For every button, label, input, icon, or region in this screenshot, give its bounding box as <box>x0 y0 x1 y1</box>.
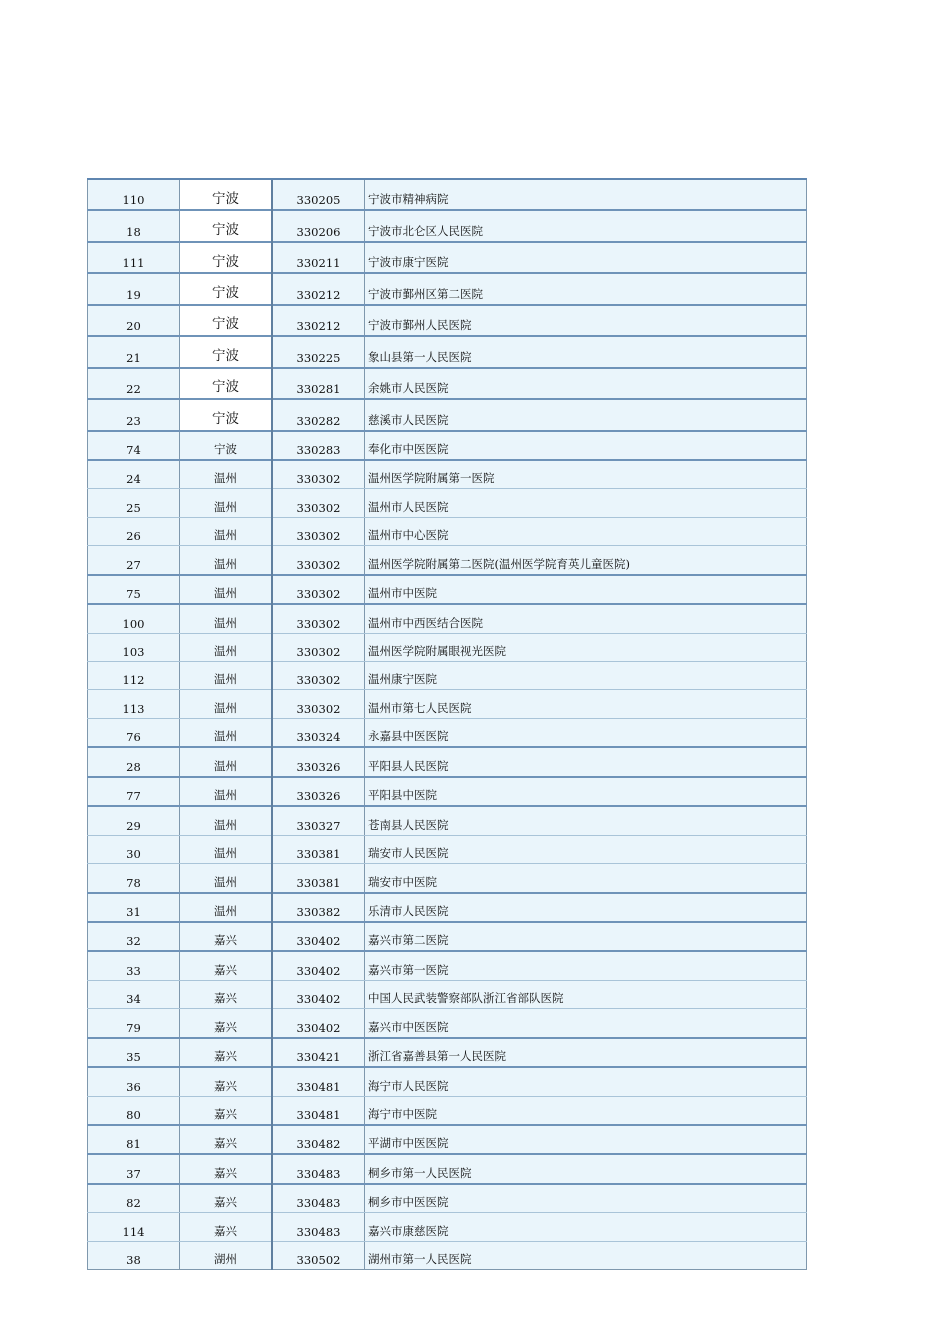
city-cell: 宁波 <box>180 179 273 210</box>
city-cell: 宁波 <box>180 242 273 273</box>
hospital-name-cell: 宁波市鄞州人民医院 <box>365 305 807 336</box>
hospital-name-cell: 温州医学院附属第二医院(温州医学院育英儿童医院) <box>365 546 807 575</box>
table-row <box>88 980 807 1008</box>
hospital-name-cell: 嘉兴市中医医院 <box>365 1009 807 1038</box>
table-row <box>88 517 807 545</box>
region-code-cell: 330382 <box>272 893 365 922</box>
region-code-cell: 330302 <box>272 633 365 661</box>
hospital-name-cell: 桐乡市中医医院 <box>365 1184 807 1213</box>
row-number-cell: 20 <box>88 305 180 336</box>
row-number-cell: 33 <box>88 951 180 980</box>
table-row <box>88 1213 807 1241</box>
hospital-name-cell: 宁波市鄞州区第二医院 <box>365 273 807 304</box>
hospital-name-cell: 桐乡市第一人民医院 <box>365 1154 807 1183</box>
region-code-cell: 330281 <box>272 368 365 399</box>
city-cell: 宁波 <box>180 399 273 430</box>
row-number-cell: 25 <box>88 489 180 517</box>
hospital-name-cell: 余姚市人民医院 <box>365 368 807 399</box>
hospital-name-cell: 苍南县人民医院 <box>365 806 807 835</box>
city-cell: 嘉兴 <box>180 1154 273 1183</box>
hospital-name-cell: 海宁市人民医院 <box>365 1067 807 1096</box>
row-number-cell: 37 <box>88 1154 180 1183</box>
region-code-cell: 330225 <box>272 336 365 367</box>
table-row <box>88 273 807 304</box>
region-code-cell: 330283 <box>272 431 365 460</box>
row-number-cell: 75 <box>88 575 180 604</box>
row-number-cell: 29 <box>88 806 180 835</box>
city-cell: 湖州 <box>180 1241 273 1269</box>
row-number-cell: 111 <box>88 242 180 273</box>
row-number-cell: 78 <box>88 864 180 893</box>
row-number-cell: 110 <box>88 179 180 210</box>
hospital-name-cell: 平湖市中医医院 <box>365 1125 807 1154</box>
city-cell: 温州 <box>180 575 273 604</box>
row-number-cell: 31 <box>88 893 180 922</box>
region-code-cell: 330502 <box>272 1241 365 1269</box>
table-row <box>88 604 807 633</box>
city-cell: 宁波 <box>180 273 273 304</box>
row-number-cell: 36 <box>88 1067 180 1096</box>
hospital-name-cell: 嘉兴市第二医院 <box>365 922 807 951</box>
hospital-name-cell: 奉化市中医医院 <box>365 431 807 460</box>
table-row <box>88 662 807 690</box>
region-code-cell: 330205 <box>272 179 365 210</box>
region-code-cell: 330212 <box>272 273 365 304</box>
row-number-cell: 22 <box>88 368 180 399</box>
row-number-cell: 80 <box>88 1096 180 1125</box>
table-row <box>88 718 807 747</box>
row-number-cell: 114 <box>88 1213 180 1241</box>
city-cell: 嘉兴 <box>180 1184 273 1213</box>
hospital-name-cell: 温州医学院附属第一医院 <box>365 460 807 489</box>
city-cell: 温州 <box>180 604 273 633</box>
hospital-name-cell: 温州市人民医院 <box>365 489 807 517</box>
row-number-cell: 35 <box>88 1038 180 1067</box>
hospital-name-cell: 温州市中西医结合医院 <box>365 604 807 633</box>
city-cell: 宁波 <box>180 368 273 399</box>
table-row <box>88 1038 807 1067</box>
city-cell: 嘉兴 <box>180 1125 273 1154</box>
row-number-cell: 21 <box>88 336 180 367</box>
region-code-cell: 330481 <box>272 1096 365 1125</box>
row-number-cell: 32 <box>88 922 180 951</box>
table-row <box>88 777 807 806</box>
region-code-cell: 330381 <box>272 835 365 863</box>
hospital-name-cell: 宁波市精神病院 <box>365 179 807 210</box>
city-cell: 温州 <box>180 893 273 922</box>
hospital-name-cell: 海宁市中医院 <box>365 1096 807 1125</box>
hospital-name-cell: 湖州市第一人民医院 <box>365 1241 807 1269</box>
table-row <box>88 575 807 604</box>
city-cell: 宁波 <box>180 305 273 336</box>
city-cell: 温州 <box>180 718 273 747</box>
row-number-cell: 26 <box>88 517 180 545</box>
row-number-cell: 79 <box>88 1009 180 1038</box>
hospital-name-cell: 嘉兴市第一医院 <box>365 951 807 980</box>
region-code-cell: 330324 <box>272 718 365 747</box>
region-code-cell: 330481 <box>272 1067 365 1096</box>
region-code-cell: 330302 <box>272 546 365 575</box>
region-code-cell: 330282 <box>272 399 365 430</box>
region-code-cell: 330402 <box>272 1009 365 1038</box>
table-row <box>88 546 807 575</box>
city-cell: 嘉兴 <box>180 1213 273 1241</box>
table-row <box>88 368 807 399</box>
row-number-cell: 112 <box>88 662 180 690</box>
table-row <box>88 893 807 922</box>
table-row <box>88 1154 807 1183</box>
row-number-cell: 82 <box>88 1184 180 1213</box>
city-cell: 嘉兴 <box>180 951 273 980</box>
table-row <box>88 806 807 835</box>
city-cell: 宁波 <box>180 210 273 241</box>
table-row <box>88 951 807 980</box>
table-row <box>88 1009 807 1038</box>
hospital-name-cell: 嘉兴市康慈医院 <box>365 1213 807 1241</box>
table-row <box>88 922 807 951</box>
table-row <box>88 399 807 430</box>
row-number-cell: 113 <box>88 690 180 718</box>
table-row <box>88 633 807 661</box>
city-cell: 嘉兴 <box>180 1038 273 1067</box>
hospital-table-body <box>88 179 807 1270</box>
table-row <box>88 1241 807 1269</box>
city-cell: 温州 <box>180 517 273 545</box>
region-code-cell: 330302 <box>272 575 365 604</box>
hospital-name-cell: 中国人民武装警察部队浙江省部队医院 <box>365 980 807 1008</box>
hospital-table-sheet <box>87 178 807 1270</box>
city-cell: 温州 <box>180 777 273 806</box>
hospital-name-cell: 慈溪市人民医院 <box>365 399 807 430</box>
region-code-cell: 330302 <box>272 690 365 718</box>
region-code-cell: 330302 <box>272 662 365 690</box>
region-code-cell: 330381 <box>272 864 365 893</box>
region-code-cell: 330483 <box>272 1154 365 1183</box>
city-cell: 温州 <box>180 806 273 835</box>
region-code-cell: 330212 <box>272 305 365 336</box>
row-number-cell: 23 <box>88 399 180 430</box>
table-row <box>88 835 807 863</box>
row-number-cell: 100 <box>88 604 180 633</box>
table-row <box>88 460 807 489</box>
row-number-cell: 30 <box>88 835 180 863</box>
city-cell: 温州 <box>180 864 273 893</box>
region-code-cell: 330326 <box>272 777 365 806</box>
city-cell: 嘉兴 <box>180 1009 273 1038</box>
table-row <box>88 690 807 718</box>
city-cell: 温州 <box>180 633 273 661</box>
city-cell: 嘉兴 <box>180 1096 273 1125</box>
row-number-cell: 24 <box>88 460 180 489</box>
hospital-name-cell: 永嘉县中医医院 <box>365 718 807 747</box>
hospital-name-cell: 浙江省嘉善县第一人民医院 <box>365 1038 807 1067</box>
city-cell: 温州 <box>180 489 273 517</box>
city-cell: 嘉兴 <box>180 922 273 951</box>
region-code-cell: 330302 <box>272 460 365 489</box>
table-row <box>88 336 807 367</box>
region-code-cell: 330206 <box>272 210 365 241</box>
row-number-cell: 74 <box>88 431 180 460</box>
hospital-name-cell: 平阳县中医院 <box>365 777 807 806</box>
hospital-name-cell: 宁波市北仑区人民医院 <box>365 210 807 241</box>
hospital-name-cell: 瑞安市人民医院 <box>365 835 807 863</box>
table-row <box>88 1184 807 1213</box>
region-code-cell: 330302 <box>272 517 365 545</box>
city-cell: 嘉兴 <box>180 1067 273 1096</box>
city-cell: 温州 <box>180 460 273 489</box>
city-cell: 宁波 <box>180 336 273 367</box>
hospital-name-cell: 温州市中心医院 <box>365 517 807 545</box>
row-number-cell: 76 <box>88 718 180 747</box>
hospital-name-cell: 象山县第一人民医院 <box>365 336 807 367</box>
city-cell: 宁波 <box>180 431 273 460</box>
table-row <box>88 210 807 241</box>
city-cell: 温州 <box>180 747 273 776</box>
hospital-table <box>87 178 807 1270</box>
table-row <box>88 747 807 776</box>
row-number-cell: 81 <box>88 1125 180 1154</box>
hospital-name-cell: 温州康宁医院 <box>365 662 807 690</box>
table-row <box>88 305 807 336</box>
city-cell: 温州 <box>180 662 273 690</box>
region-code-cell: 330326 <box>272 747 365 776</box>
region-code-cell: 330483 <box>272 1184 365 1213</box>
hospital-name-cell: 温州医学院附属眼视光医院 <box>365 633 807 661</box>
region-code-cell: 330483 <box>272 1213 365 1241</box>
row-number-cell: 38 <box>88 1241 180 1269</box>
region-code-cell: 330211 <box>272 242 365 273</box>
table-row <box>88 1067 807 1096</box>
hospital-name-cell: 乐清市人民医院 <box>365 893 807 922</box>
row-number-cell: 19 <box>88 273 180 304</box>
table-row <box>88 864 807 893</box>
row-number-cell: 103 <box>88 633 180 661</box>
region-code-cell: 330402 <box>272 980 365 1008</box>
hospital-name-cell: 温州市中医院 <box>365 575 807 604</box>
region-code-cell: 330402 <box>272 922 365 951</box>
row-number-cell: 34 <box>88 980 180 1008</box>
region-code-cell: 330421 <box>272 1038 365 1067</box>
table-row <box>88 179 807 210</box>
table-row <box>88 1096 807 1125</box>
region-code-cell: 330302 <box>272 604 365 633</box>
hospital-name-cell: 平阳县人民医院 <box>365 747 807 776</box>
hospital-name-cell: 宁波市康宁医院 <box>365 242 807 273</box>
table-row <box>88 242 807 273</box>
table-row <box>88 489 807 517</box>
region-code-cell: 330482 <box>272 1125 365 1154</box>
region-code-cell: 330327 <box>272 806 365 835</box>
city-cell: 温州 <box>180 690 273 718</box>
city-cell: 温州 <box>180 835 273 863</box>
city-cell: 嘉兴 <box>180 980 273 1008</box>
region-code-cell: 330302 <box>272 489 365 517</box>
hospital-name-cell: 温州市第七人民医院 <box>365 690 807 718</box>
table-row <box>88 1125 807 1154</box>
row-number-cell: 28 <box>88 747 180 776</box>
row-number-cell: 18 <box>88 210 180 241</box>
row-number-cell: 27 <box>88 546 180 575</box>
row-number-cell: 77 <box>88 777 180 806</box>
hospital-name-cell: 瑞安市中医院 <box>365 864 807 893</box>
region-code-cell: 330402 <box>272 951 365 980</box>
table-row <box>88 431 807 460</box>
city-cell: 温州 <box>180 546 273 575</box>
